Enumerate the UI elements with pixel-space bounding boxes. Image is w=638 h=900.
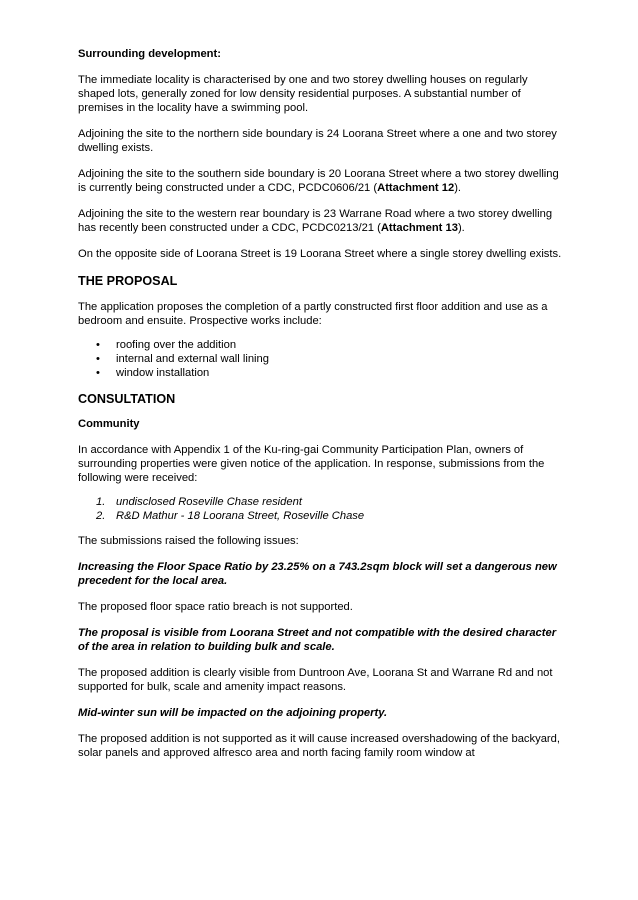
- submitter-text: undisclosed Roseville Chase resident: [116, 496, 302, 508]
- text: ).: [457, 222, 465, 234]
- surrounding-paragraph-4: [78, 207, 562, 235]
- attachment-13-ref: Attachment 13: [380, 222, 458, 234]
- surrounding-paragraph-3: [78, 167, 562, 195]
- list-item: [78, 338, 562, 352]
- list-number: 2.: [96, 510, 106, 522]
- issue-3-heading: Mid-winter sun will be impacted on the adjoining property.: [78, 707, 388, 719]
- list-item-text: internal and external wall lining: [116, 353, 269, 365]
- issues-intro: The submissions raised the following issues:: [78, 535, 299, 547]
- submitter-text: R&D Mathur - 18 Loorana Street, Roseville Chase: [116, 510, 365, 522]
- community-subheading: Community: [78, 418, 140, 430]
- issue-3-response: The proposed addition is not supported as it will cause increased overshadowing of the backyard, solar panels and approved alfresco area and north facing family room window at: [78, 733, 560, 759]
- works-list: [78, 338, 562, 380]
- proposal-heading: THE PROPOSAL: [78, 274, 178, 288]
- proposal-paragraph: The application proposes the completion of a partly constructed first floor addition and use as a bedroom and ensuite. Prospective works include:: [78, 301, 548, 327]
- document-page: [78, 47, 562, 760]
- surrounding-paragraph-5: On the opposite side of Loorana Street is 19 Loorana Street where a single storey dwelling exists.: [78, 248, 562, 260]
- text: ).: [454, 182, 462, 194]
- issue-1-heading: Increasing the Floor Space Ratio by 23.25% on a 743.2sqm block will set a dangerous new precedent for the local area.: [78, 561, 557, 587]
- issue-2-response: The proposed addition is clearly visible from Duntroon Ave, Loorana St and Warrane Rd and not supported for bulk, scale and amenity impact reasons.: [78, 667, 553, 693]
- submitters-list: [78, 495, 562, 523]
- consultation-paragraph: In accordance with Appendix 1 of the Ku-ring-gai Community Participation Plan, owners of surrounding properties were given notice of the application. In response, submissions from the following were received:: [78, 444, 545, 484]
- consultation-heading: CONSULTATION: [78, 392, 176, 406]
- list-item-text: roofing over the addition: [116, 339, 237, 351]
- bullet-icon: •: [96, 367, 100, 379]
- list-item: [78, 509, 562, 523]
- text: Adjoining the site to the western rear boundary is 23 Warrane Road where a two storey dwelling has recently been constructed under a CDC, PCDC0213/21 (: [78, 208, 553, 234]
- surrounding-paragraph-1: The immediate locality is characterised by one and two storey dwelling houses on regularly shaped lots, generally zoned for low density residential purposes. A substantial number of premises in the locality have a swimming pool.: [78, 74, 528, 114]
- bullet-icon: •: [96, 353, 100, 365]
- text: Adjoining the site to the southern side boundary is 20 Loorana Street where a two storey dwelling is currently being constructed under a CDC, PCDC0606/21 (: [78, 168, 559, 194]
- list-item: [78, 366, 562, 380]
- issue-1-response: The proposed floor space ratio breach is not supported.: [78, 601, 353, 613]
- surrounding-heading: Surrounding development:: [78, 48, 221, 60]
- surrounding-paragraph-2: Adjoining the site to the northern side boundary is 24 Loorana Street where a one and two storey dwelling exists.: [78, 128, 557, 154]
- list-item-text: window installation: [116, 367, 210, 379]
- list-item: [78, 352, 562, 366]
- list-number: 1.: [96, 496, 106, 508]
- list-item: [78, 495, 562, 509]
- issue-2-heading: The proposal is visible from Loorana Street and not compatible with the desired character of the area in relation to building bulk and scale.: [78, 627, 557, 653]
- bullet-icon: •: [96, 339, 100, 351]
- attachment-12-ref: Attachment 12: [377, 182, 455, 194]
